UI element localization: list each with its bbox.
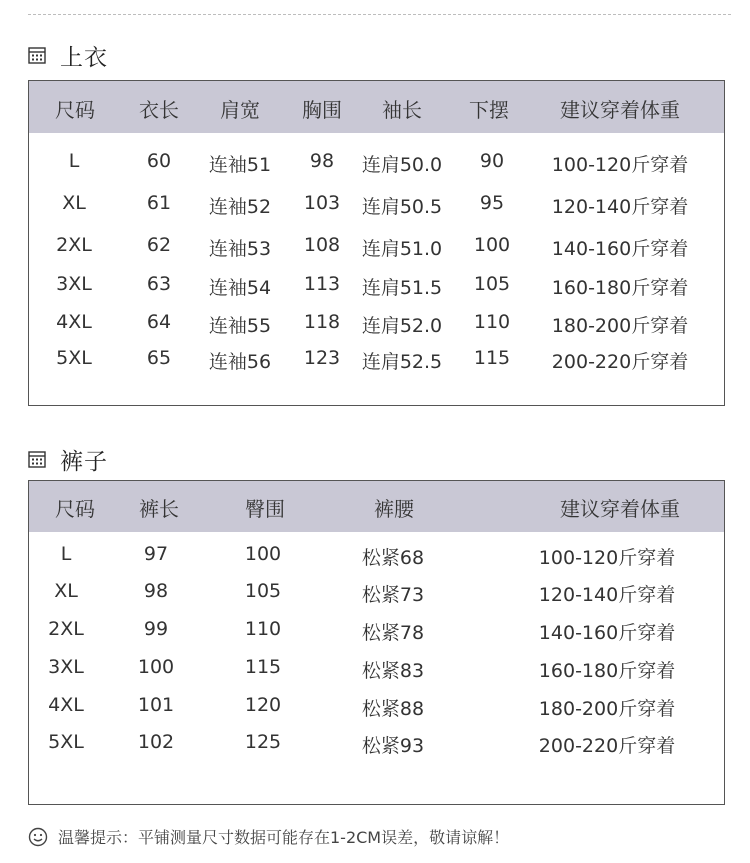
table-row xyxy=(29,580,724,610)
header-cell: 衣长 xyxy=(139,98,179,122)
table-cell: 98 xyxy=(309,150,335,172)
table-cell: 松紧88 xyxy=(361,698,425,720)
table-cell: 100 xyxy=(473,234,511,256)
calendar-icon xyxy=(28,46,46,64)
smile-icon xyxy=(28,827,48,847)
table-cell: 115 xyxy=(244,656,282,678)
table-cell: 140-160斤穿着 xyxy=(538,622,676,644)
table-cell: 110 xyxy=(244,618,282,640)
table-cell: 60 xyxy=(146,150,172,172)
table-cell: 98 xyxy=(143,580,169,602)
table-cell: 101 xyxy=(137,694,175,716)
header-cell: 裤腰 xyxy=(374,497,414,521)
table-row xyxy=(29,192,724,222)
table-cell: 123 xyxy=(303,347,341,369)
table-cell: 125 xyxy=(244,731,282,753)
table-cell: 5XL xyxy=(56,347,92,369)
table-cell: L xyxy=(68,150,80,172)
header-cell: 下摆 xyxy=(469,98,509,122)
table-cell: 连肩51.5 xyxy=(361,277,443,299)
table-cell: 松紧68 xyxy=(361,547,425,569)
table-cell: 连袖52 xyxy=(208,196,272,218)
table-row xyxy=(29,311,724,341)
table-cell: 64 xyxy=(146,311,172,333)
header-cell: 尺码 xyxy=(55,497,95,521)
table-row xyxy=(29,273,724,303)
measurement-tip xyxy=(28,825,509,848)
table-cell: 120-140斤穿着 xyxy=(551,196,689,218)
table-cell: 61 xyxy=(146,192,172,214)
table-cell: 180-200斤穿着 xyxy=(538,698,676,720)
table-cell: 连肩51.0 xyxy=(361,238,443,260)
table-cell: XL xyxy=(62,192,86,214)
table-cell: 140-160斤穿着 xyxy=(551,238,689,260)
table-cell: 113 xyxy=(303,273,341,295)
header-cell: 臀围 xyxy=(245,497,285,521)
table-cell: 2XL xyxy=(48,618,84,640)
bottom-section-title xyxy=(28,444,108,474)
table-cell: 160-180斤穿着 xyxy=(551,277,689,299)
table-cell: 105 xyxy=(473,273,511,295)
table-cell: 4XL xyxy=(48,694,84,716)
tip-text: 温馨提示：平铺测量尺寸数据可能存在1-2CM误差，敬请谅解！ xyxy=(58,828,510,847)
top-size-table xyxy=(28,80,725,406)
table-cell: 2XL xyxy=(56,234,92,256)
section-title-text: 上衣 xyxy=(60,44,108,71)
table-cell: 松紧83 xyxy=(361,660,425,682)
table-cell: 200-220斤穿着 xyxy=(551,351,689,373)
table-cell: 160-180斤穿着 xyxy=(538,660,676,682)
top-section-title xyxy=(28,40,108,70)
header-cell: 袖长 xyxy=(382,98,422,122)
table-cell: 102 xyxy=(137,731,175,753)
table-cell: 连袖53 xyxy=(208,238,272,260)
table-cell: 110 xyxy=(473,311,511,333)
table-cell: 100-120斤穿着 xyxy=(551,154,689,176)
table-row xyxy=(29,150,724,180)
table-cell: XL xyxy=(54,580,78,602)
table-row xyxy=(29,347,724,377)
table-cell: 连肩50.5 xyxy=(361,196,443,218)
table-cell: 90 xyxy=(479,150,505,172)
table-cell: 松紧78 xyxy=(361,622,425,644)
table-cell: 3XL xyxy=(48,656,84,678)
table-cell: 103 xyxy=(303,192,341,214)
table-row xyxy=(29,234,724,264)
table-cell: 62 xyxy=(146,234,172,256)
table-header-row xyxy=(29,81,724,133)
table-cell: 63 xyxy=(146,273,172,295)
table-cell: 65 xyxy=(146,347,172,369)
table-cell: 99 xyxy=(143,618,169,640)
table-header-row xyxy=(29,481,724,532)
table-row xyxy=(29,656,724,686)
table-cell: 108 xyxy=(303,234,341,256)
table-cell: 5XL xyxy=(48,731,84,753)
table-cell: 连肩50.0 xyxy=(361,154,443,176)
section-title-text: 裤子 xyxy=(60,448,108,475)
table-cell: 200-220斤穿着 xyxy=(538,735,676,757)
table-cell: 连袖55 xyxy=(208,315,272,337)
table-cell: 连袖54 xyxy=(208,277,272,299)
table-cell: 连袖56 xyxy=(208,351,272,373)
header-cell: 裤长 xyxy=(139,497,179,521)
table-cell: 97 xyxy=(143,543,169,565)
table-row xyxy=(29,543,724,573)
bottom-size-table xyxy=(28,480,725,805)
table-cell: 松紧73 xyxy=(361,584,425,606)
table-cell: 120-140斤穿着 xyxy=(538,584,676,606)
table-cell: 松紧93 xyxy=(361,735,425,757)
table-cell: 连袖51 xyxy=(208,154,272,176)
table-cell: 100 xyxy=(244,543,282,565)
table-row xyxy=(29,731,724,761)
table-cell: 180-200斤穿着 xyxy=(551,315,689,337)
table-cell: 连肩52.5 xyxy=(361,351,443,373)
header-cell: 肩宽 xyxy=(220,98,260,122)
table-cell: L xyxy=(60,543,72,565)
table-row xyxy=(29,694,724,724)
table-cell: 95 xyxy=(479,192,505,214)
table-row xyxy=(29,618,724,648)
top-dashed-divider xyxy=(28,14,731,15)
header-cell: 建议穿着体重 xyxy=(560,497,680,521)
header-cell: 胸围 xyxy=(302,98,342,122)
table-cell: 115 xyxy=(473,347,511,369)
table-cell: 3XL xyxy=(56,273,92,295)
table-cell: 100 xyxy=(137,656,175,678)
table-cell: 105 xyxy=(244,580,282,602)
table-cell: 4XL xyxy=(56,311,92,333)
header-cell: 尺码 xyxy=(55,98,95,122)
calendar-icon xyxy=(28,450,46,468)
table-cell: 100-120斤穿着 xyxy=(538,547,676,569)
header-cell: 建议穿着体重 xyxy=(560,98,680,122)
table-cell: 连肩52.0 xyxy=(361,315,443,337)
table-cell: 118 xyxy=(303,311,341,333)
table-cell: 120 xyxy=(244,694,282,716)
